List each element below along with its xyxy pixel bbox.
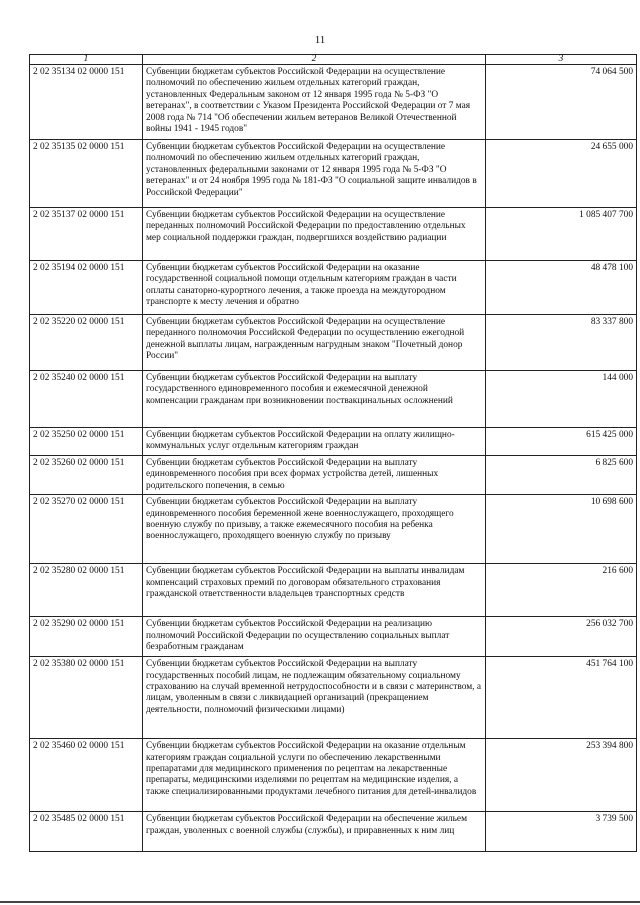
description-cell: Субвенции бюджетам субъектов Российской Федерации на реализацию полномочий Российской Федерации по осуществлению социальных выплат безработным гражданам	[143, 617, 486, 657]
budget-code-cell: 2 02 35460 02 0000 151	[30, 739, 143, 812]
description-cell: Субвенции бюджетам субъектов Российской Федерации на осуществление полномочий по обеспечению жильем отдельных категорий граждан, установленных федеральными законами от 12 января 1995 года № 5-ФЗ "О ветеранах" и от 24 ноября 1995 года № 181-ФЗ "О социальной защите инвалидов в Российской Федерации"	[143, 140, 486, 208]
budget-code-cell: 2 02 35270 02 0000 151	[30, 495, 143, 564]
amount-cell: 83 337 800	[486, 315, 637, 371]
amount-cell: 1 085 407 700	[486, 208, 637, 261]
amount-cell: 24 655 000	[486, 140, 637, 208]
description-cell: Субвенции бюджетам субъектов Российской Федерации на оказание отдельным категориям граждан социальной услуги по обеспечению лекарственными препаратами для медицинского применения по рецептам на лекарственные препараты, медицинскими изделиями по рецептам на медицинские изделия, а также специализированными продуктами лечебного питания для детей-инвалидов	[143, 739, 486, 812]
table-row	[30, 261, 637, 315]
table-row	[30, 208, 637, 261]
budget-code-cell: 2 02 35260 02 0000 151	[30, 456, 143, 495]
table-row	[30, 812, 637, 852]
budget-code-cell: 2 02 35240 02 0000 151	[30, 371, 143, 428]
description-cell: Субвенции бюджетам субъектов Российской Федерации на оказание государственной социальной помощи отдельным категориям граждан в части оплаты санаторно-курортного лечения, а также проезда на междугородном транспорте к месту лечения и обратно	[143, 261, 486, 315]
column-header-name: 2	[143, 55, 486, 65]
table-row	[30, 495, 637, 564]
table-row	[30, 140, 637, 208]
amount-cell: 144 000	[486, 371, 637, 428]
description-cell: Субвенции бюджетам субъектов Российской Федерации на выплату государственных пособий лицам, не подлежащим обязательному социальному страхованию на случай временной нетрудоспособности и в связи с материнством, а лицам, уволенным в связи с ликвидацией организаций (прекращением деятельности, полномочий физическими лицами)	[143, 657, 486, 739]
table-row	[30, 739, 637, 812]
description-cell: Субвенции бюджетам субъектов Российской Федерации на выплату единовременного пособия беременной жене военнослужащего, проходящего военную службу по призыву, а также ежемесячного пособия на ребенка военнослужащего, проходящего военную службу по призыву	[143, 495, 486, 564]
amount-cell: 253 394 800	[486, 739, 637, 812]
amount-cell: 6 825 600	[486, 456, 637, 495]
table-row	[30, 657, 637, 739]
description-cell: Субвенции бюджетам субъектов Российской Федерации на осуществление полномочий по обеспечению жильем отдельных категорий граждан, установленных Федеральным законом от 12 января 1995 года № 5-ФЗ "О ветеранах", в соответствии с Указом Президента Российской Федерации от 7 мая 2008 года № 714 "Об обеспечении жильем ветеранов Великой Отечественной войны 1941 - 1945 годов"	[143, 65, 486, 140]
description-cell: Субвенции бюджетам субъектов Российской Федерации на выплаты инвалидам компенсаций страховых премий по договорам обязательного страхования гражданской ответственности владельцев транспортных средств	[143, 564, 486, 617]
column-header-code: 1	[30, 55, 143, 65]
table-row	[30, 564, 637, 617]
description-cell: Субвенции бюджетам субъектов Российской Федерации на осуществление переданного полномочия Российской Федерации по осуществлению ежегодной денежной выплаты лицам, награжденным нагрудным знаком "Почетный донор России"	[143, 315, 486, 371]
amount-cell: 74 064 500	[486, 65, 637, 140]
amount-cell: 256 032 700	[486, 617, 637, 657]
amount-cell: 615 425 000	[486, 428, 637, 456]
column-header-row	[30, 55, 637, 65]
table-row	[30, 315, 637, 371]
description-cell: Субвенции бюджетам субъектов Российской Федерации на обеспечение жильем граждан, уволенных с военной службы (службы), и приравненных к ним лиц	[143, 812, 486, 852]
budget-code-cell: 2 02 35220 02 0000 151	[30, 315, 143, 371]
budget-code-cell: 2 02 35134 02 0000 151	[30, 65, 143, 140]
budget-code-cell: 2 02 35485 02 0000 151	[30, 812, 143, 852]
page-number: 11	[314, 34, 326, 46]
budget-code-cell: 2 02 35137 02 0000 151	[30, 208, 143, 261]
amount-cell: 48 478 100	[486, 261, 637, 315]
column-header-amount: 3	[486, 55, 637, 65]
table-row	[30, 617, 637, 657]
amount-cell: 451 764 100	[486, 657, 637, 739]
budget-code-cell: 2 02 35290 02 0000 151	[30, 617, 143, 657]
description-cell: Субвенции бюджетам субъектов Российской Федерации на выплату государственного единовременного пособия и ежемесячной денежной компенсации гражданам при возникновении поствакцинальных осложнений	[143, 371, 486, 428]
description-cell: Субвенции бюджетам субъектов Российской Федерации на осуществление переданных полномочий Российской Федерации по предоставлению отдельных мер социальной поддержки граждан, подвергшихся воздействию радиации	[143, 208, 486, 261]
budget-code-cell: 2 02 35380 02 0000 151	[30, 657, 143, 739]
budget-code-cell: 2 02 35280 02 0000 151	[30, 564, 143, 617]
table-row	[30, 456, 637, 495]
amount-cell: 10 698 600	[486, 495, 637, 564]
amount-cell: 3 739 500	[486, 812, 637, 852]
budget-code-cell: 2 02 35135 02 0000 151	[30, 140, 143, 208]
subvention-table	[29, 54, 637, 852]
budget-code-cell: 2 02 35250 02 0000 151	[30, 428, 143, 456]
amount-cell: 216 600	[486, 564, 637, 617]
table-row	[30, 65, 637, 140]
table-row	[30, 428, 637, 456]
budget-code-cell: 2 02 35194 02 0000 151	[30, 261, 143, 315]
description-cell: Субвенции бюджетам субъектов Российской Федерации на оплату жилищно-коммунальных услуг отдельным категориям граждан	[143, 428, 486, 456]
description-cell: Субвенции бюджетам субъектов Российской Федерации на выплату единовременного пособия при всех формах устройства детей, лишенных родительского попечения, в семью	[143, 456, 486, 495]
table-row	[30, 371, 637, 428]
page-bottom-rule	[0, 901, 640, 903]
